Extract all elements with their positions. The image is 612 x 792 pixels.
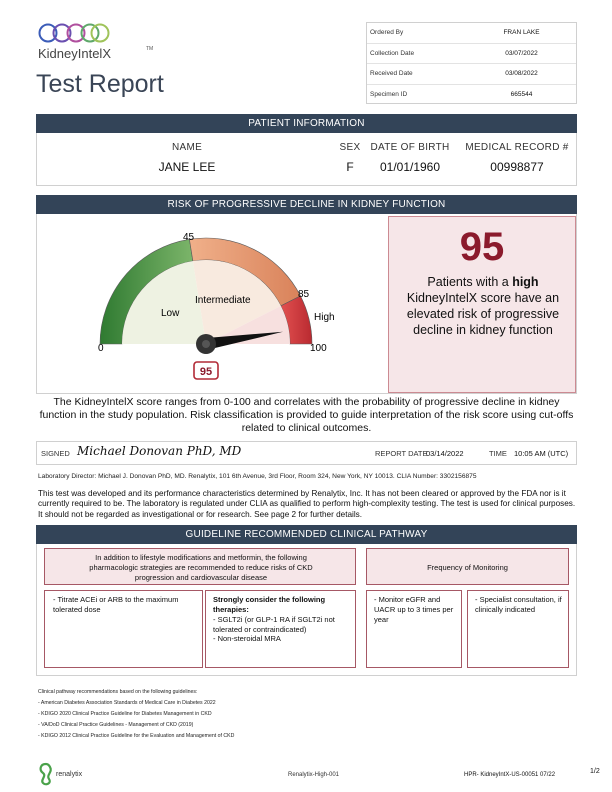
page-number: 1/2 (590, 768, 600, 775)
patient-name: JANE LEE (158, 160, 216, 174)
order-info-row (367, 64, 576, 85)
reference-item: - American Diabetes Association Standards of Medical Care in Diabetes 2022 (38, 700, 216, 706)
risk-header: RISK OF PROGRESSIVE DECLINE IN KIDNEY FUNCTION (36, 195, 577, 214)
patient-info-header: PATIENT INFORMATION (36, 114, 577, 133)
renalytix-logo-icon (36, 762, 56, 786)
therapies-list (213, 615, 353, 644)
footer-brand: renalytix (56, 771, 83, 778)
monitor-text: - Monitor eGFR and UACR up to 3 times per year (374, 595, 454, 624)
pathway-monitoring-header (366, 548, 569, 585)
order-info-label: Ordered By (370, 29, 404, 37)
order-info-label: Specimen ID (370, 91, 408, 99)
name-label: NAME (171, 142, 203, 153)
patient-sex-col (330, 142, 370, 174)
risk-msg-bold: high (512, 275, 539, 289)
risk-result-panel (388, 216, 576, 393)
risk-msg-pre: Patients with a (427, 275, 513, 289)
patient-name-col (132, 142, 242, 174)
patient-info-box (36, 133, 577, 186)
gauge-zone-high-label: High (314, 312, 335, 323)
risk-msg-post: KidneyIntelX score have an elevated risk of progressive decline in kidney function (406, 291, 560, 337)
patient-sex: F (346, 160, 354, 174)
strategy-header-text: In addition to lifestyle modifications and metformin, the following pharmacologic strategies are recommended to reduce risks of CKD progression and cardiovascular disease (89, 553, 313, 582)
pathway-col-ace (44, 590, 203, 668)
gauge-zone-low-label: Low (161, 308, 180, 319)
patient-dob-col (369, 142, 451, 174)
reference-item: - KDIGO 2012 Clinical Practice Guideline for the Evaluation and Management of CKD (38, 733, 235, 739)
mrn-label: MEDICAL RECORD # (465, 142, 569, 153)
kidneyintelx-logo (38, 22, 154, 68)
report-time: 10:05 AM (UTC) (514, 449, 569, 458)
order-info-row (367, 85, 576, 106)
lab-director: Laboratory Director: Michael J. Donovan PhD, MD. Renalytix, 101 6th Avenue, 3rd Floor, Room 324, New York, NY 10013. CLIA Number: 3302156875 (38, 473, 477, 480)
gauge-zone-intermediate-label: Intermediate (195, 295, 251, 306)
patient-mrn-col (461, 142, 573, 174)
pathway-header: GUIDELINE RECOMMENDED CLINICAL PATHWAY (36, 525, 577, 544)
logo-rings-icon (38, 22, 110, 44)
order-info-value: FRAN LAKE (503, 29, 540, 37)
pathway-col-specialist (467, 590, 569, 668)
report-date-label: REPORT DATE (375, 449, 428, 458)
therapies-title: Strongly consider the following therapies: (213, 595, 326, 614)
score-description: The KidneyIntelX score ranges from 0-100 and correlates with the probability of progressive decline in kidney function in the study population. Risk classification is provided to guide interpretation of the risk score using cut-offs related to clinical outcomes. (39, 396, 574, 434)
ace-text: - Titrate ACEi or ARB to the maximum tolerated dose (53, 595, 179, 614)
brand-name: KidneyIntelX (38, 46, 111, 61)
gauge-label-cut-high: 85 (298, 289, 310, 300)
disclaimer: This test was developed and its performance characteristics determined by Renalytix, Inc. It has not been cleared or approved by the FDA nor is it currently required to be. The laboratory is regulated under CLIA as qualified to perform high-complexity testing. The test is used for clinical purposes. It should not be regarded as investigational or for research. See page 2 for further details. (38, 489, 576, 519)
reference-item: - KDIGO 2020 Clinical Practice Guideline for Diabetes Management in CKD (38, 711, 212, 717)
footer-form-id: Renalytix-High-001 (288, 772, 340, 778)
risk-score: 95 (459, 225, 505, 269)
specialist-text: - Specialist consultation, if clinically indicated (475, 595, 562, 614)
pathway-col-monitor (366, 590, 462, 668)
signature: Michael Donovan PhD, MD (77, 444, 242, 458)
order-info-value: 03/08/2022 (505, 70, 538, 78)
footer-doc-id: HPR- KidneyIntX-US-00051 07/22 (464, 772, 556, 778)
gauge-score-value: 95 (199, 366, 213, 378)
order-info-row (367, 44, 576, 65)
signature-row (36, 441, 577, 465)
order-info-value: 03/07/2022 (505, 49, 538, 57)
patient-dob: 01/01/1960 (379, 160, 441, 174)
gauge-label-max: 100 (310, 343, 327, 354)
report-date: 03/14/2022 (426, 449, 464, 458)
risk-gauge (90, 226, 340, 386)
brand-tm: TM (146, 46, 154, 52)
therapy-item: - Non-steroidal MRA (213, 634, 281, 644)
references (38, 687, 578, 742)
risk-message (397, 274, 569, 338)
dob-label: DATE OF BIRTH (370, 142, 450, 153)
signed-label: SIGNED (41, 449, 70, 458)
order-info-box (366, 22, 577, 104)
sex-label: SEX (339, 142, 361, 153)
monitoring-header-text: Frequency of Monitoring (427, 563, 508, 572)
references-intro: Clinical pathway recommendations based on the following guidelines: (38, 689, 198, 695)
pathway-strategy-header (44, 548, 356, 585)
order-info-value: 665544 (510, 91, 533, 99)
report-title: Test Report (36, 70, 164, 98)
pathway-col-therapies (205, 590, 356, 668)
order-info-label: Received Date (370, 70, 413, 78)
references-list (38, 698, 578, 742)
therapy-item: - SGLT2i (or GLP-1 RA if SGLT2i not tolerated or contraindicated) (213, 615, 335, 634)
gauge-label-min: 0 (98, 343, 104, 354)
patient-mrn: 00998877 (490, 160, 544, 174)
order-info-label: Collection Date (370, 49, 415, 57)
report-time-label: TIME (489, 449, 507, 458)
gauge-label-cut-low: 45 (183, 232, 195, 243)
reference-item: - VA/DoD Clinical Practice Guidelines - Management of CKD (2019) (38, 722, 194, 728)
order-info-row (367, 23, 576, 44)
